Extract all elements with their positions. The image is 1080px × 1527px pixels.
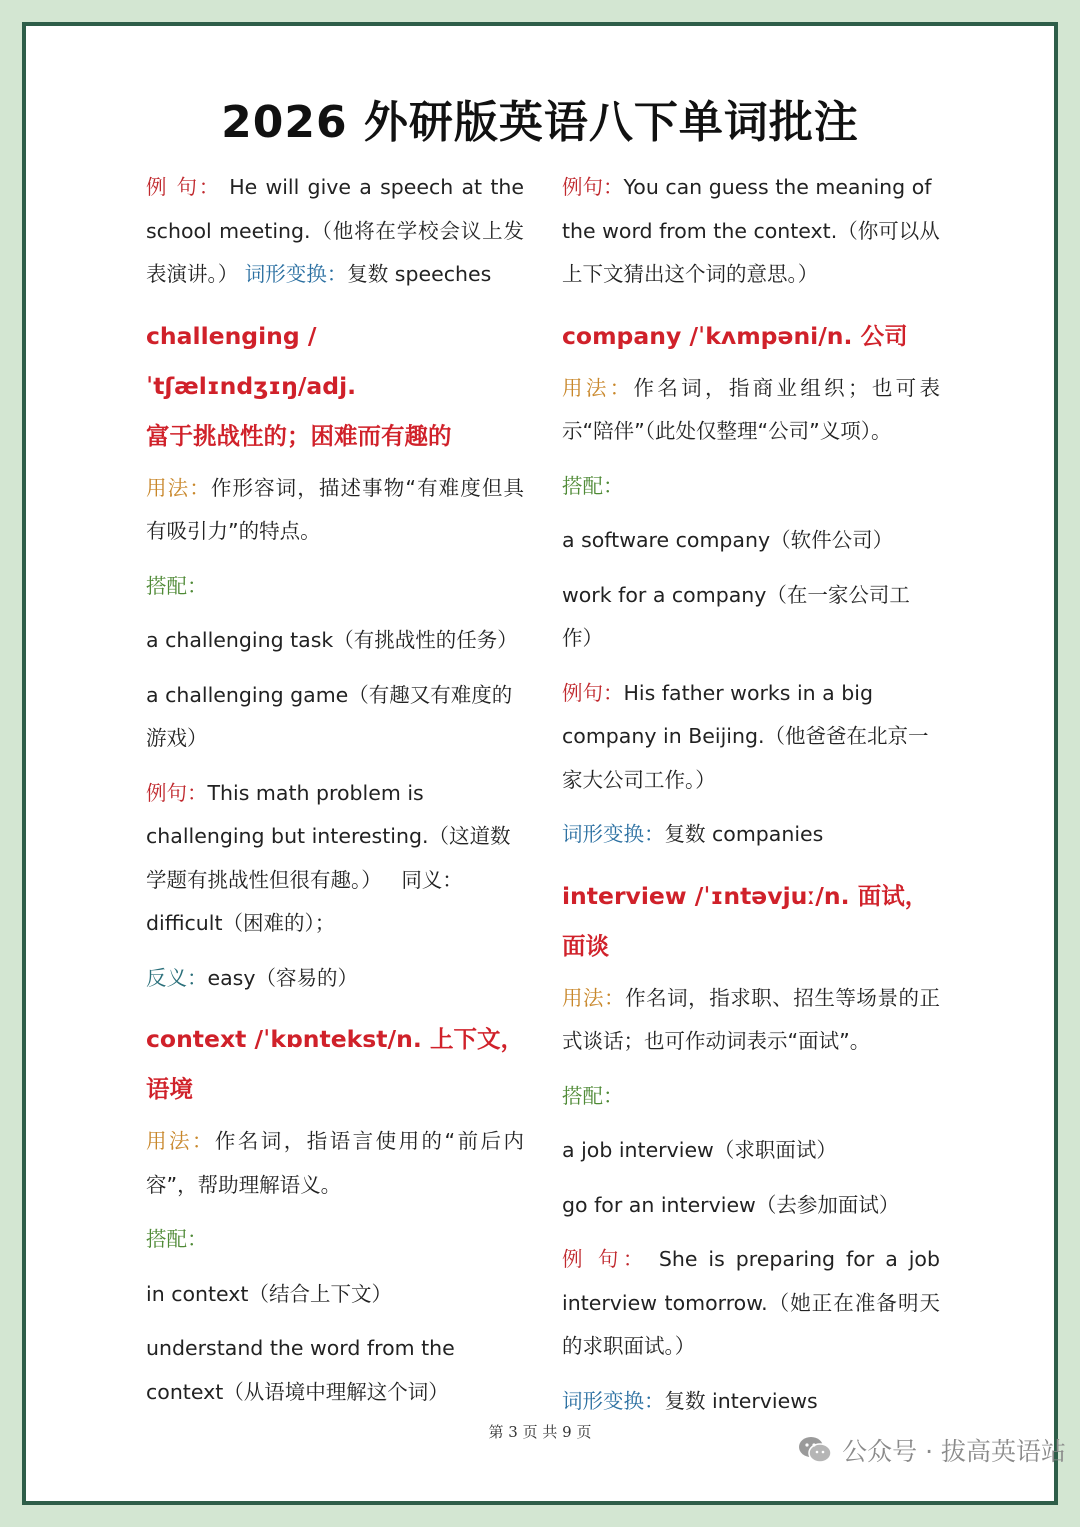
word-form-text: 复数 companies xyxy=(664,822,824,846)
example-label: 例句： xyxy=(146,780,208,805)
usage-label: 用法： xyxy=(146,475,211,500)
example-label: 例句： xyxy=(562,680,624,705)
word-meaning: 上下文，语境 xyxy=(146,1025,524,1103)
collocation-item: understand the word from the context（从语境中理解这个词） xyxy=(146,1336,455,1404)
example-text: His father works in a big company in Beijing.（他爸爸在北京一家大公司工作。） xyxy=(562,680,929,792)
synonym-label: 同义： xyxy=(401,867,463,892)
document-page xyxy=(22,22,1058,1505)
word-meaning: 富于挑战性的；困难而有趣的 xyxy=(146,421,452,450)
left-column xyxy=(146,166,524,1425)
watermark xyxy=(798,1432,1066,1468)
watermark-text: 公众号 · 拔高英语站 xyxy=(842,1437,1066,1466)
example-text: He will give a speech at the school meeting.（他将在学校会议上发表演讲。） xyxy=(146,175,524,286)
collocation-item: go for an interview（去参加面试） xyxy=(562,1192,900,1217)
word-headword: context /ˈkɒntekst/n. xyxy=(146,1025,422,1053)
word-form-block xyxy=(562,1380,940,1424)
usage-text: 作名词，指商业组织；也可表示“陪伴”（此处仅整理“公司”义项）。 xyxy=(562,375,940,443)
word-headword: company /ˈkʌmpəni/n. xyxy=(562,321,853,350)
word-meaning: 公司 xyxy=(860,321,908,350)
usage-block xyxy=(146,1120,524,1207)
example-block xyxy=(562,672,940,803)
collocation-label: 搭配： xyxy=(146,573,208,598)
collocation-item: a job interview（求职面试） xyxy=(562,1138,837,1162)
word-heading-challenging xyxy=(146,311,524,461)
example-text: She is preparing for a job interview tomorrow.（她正在准备明天的求职面试。） xyxy=(562,1247,940,1358)
wechat-icon xyxy=(798,1435,832,1465)
example-block xyxy=(146,772,524,946)
word-form-label: 词形变换： xyxy=(562,1388,665,1413)
example-block xyxy=(562,166,940,297)
usage-label: 用法： xyxy=(146,1129,215,1153)
usage-label: 用法： xyxy=(562,375,634,400)
antonym-block xyxy=(146,957,524,1001)
collocation-label: 搭配： xyxy=(562,473,624,498)
collocation-label: 搭配： xyxy=(146,1227,208,1251)
collocation-label: 搭配： xyxy=(562,1083,624,1108)
word-form-text: 复数 interviews xyxy=(664,1388,818,1413)
word-form-text: 复数 speeches xyxy=(347,262,492,286)
word-form-block xyxy=(562,813,940,857)
collocation-item: a challenging task（有挑战性的任务） xyxy=(146,628,518,652)
usage-block xyxy=(562,367,940,454)
example-block xyxy=(146,166,524,297)
antonym-label: 反义： xyxy=(146,965,208,990)
word-headword: challenging /ˈtʃælɪndʒɪŋ/adj. xyxy=(146,321,357,400)
word-form-label: 词形变换： xyxy=(562,822,665,846)
collocation-item: a challenging game（有趣又有难度的游戏） xyxy=(146,682,513,750)
example-label: 例 句： xyxy=(146,175,221,199)
synonym-text: difficult（困难的）； xyxy=(146,911,336,935)
word-meaning: 面试，面谈 xyxy=(562,881,929,960)
word-heading-company xyxy=(562,311,940,361)
page-number: 第 3 页 共 9 页 xyxy=(488,1423,592,1441)
word-heading-context xyxy=(146,1014,524,1114)
antonym-text: easy（容易的） xyxy=(207,965,358,990)
collocation-item: a software company（软件公司） xyxy=(562,528,894,552)
usage-block xyxy=(562,977,940,1064)
right-column xyxy=(562,166,940,1434)
word-form-label: 词形变换： xyxy=(244,262,348,286)
word-headword: interview /ˈɪntəvjuː/n. xyxy=(562,881,850,910)
word-heading-interview xyxy=(562,871,940,971)
example-text: This math problem is challenging but interesting.（这道数学题有挑战性但很有趣。） xyxy=(146,780,511,892)
page-title: 2026 外研版英语八下单词批注 xyxy=(221,97,859,148)
usage-text: 作形容词，描述事物“有难度但具有吸引力”的特点。 xyxy=(146,475,525,543)
usage-label: 用法： xyxy=(562,985,626,1010)
example-label: 例句： xyxy=(562,175,624,199)
collocation-item: in context（结合上下文） xyxy=(146,1281,392,1306)
usage-text: 作名词，指语言使用的“前后内容”，帮助理解语义。 xyxy=(146,1129,525,1197)
example-label: 例 句： xyxy=(562,1247,648,1271)
usage-block xyxy=(146,467,524,554)
example-block xyxy=(562,1238,940,1369)
usage-text: 作名词，指求职、招生等场景的正式谈话；也可作动词表示“面试”。 xyxy=(562,985,941,1053)
collocation-item: work for a company（在一家公司工作） xyxy=(562,582,910,650)
example-text: You can guess the meaning of the word from the context.（你可以从上下文猜出这个词的意思。） xyxy=(562,175,940,286)
